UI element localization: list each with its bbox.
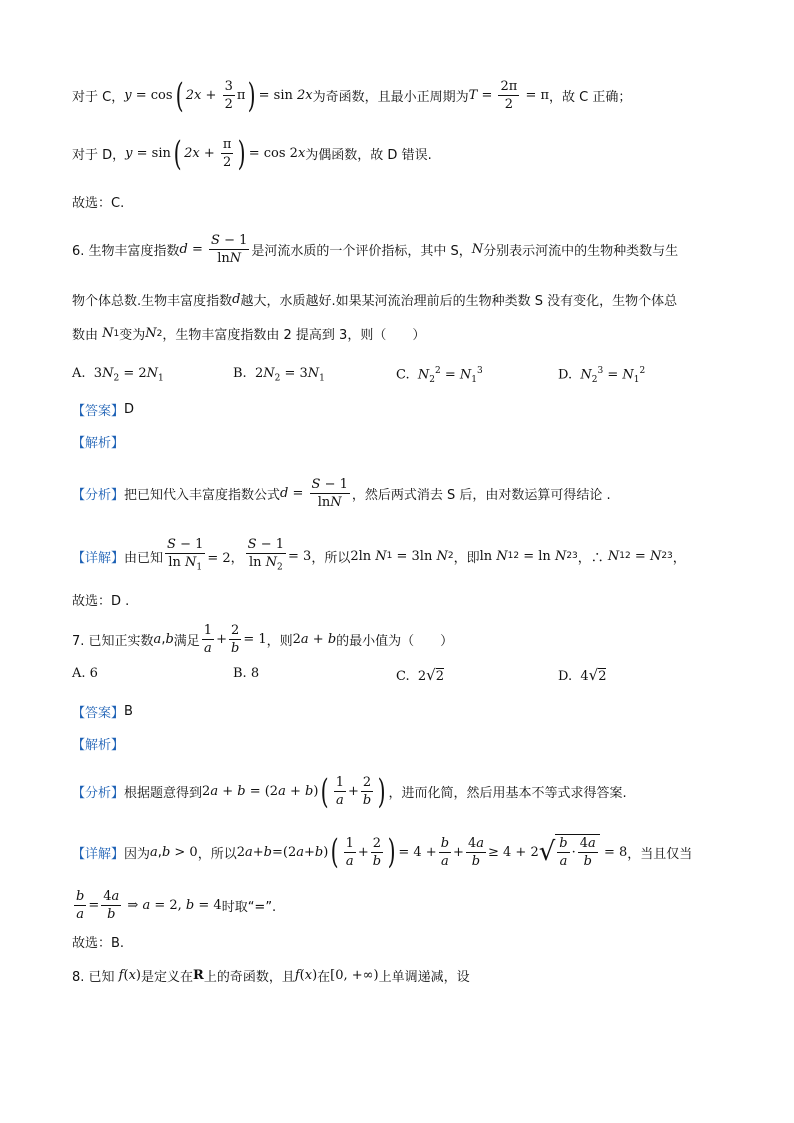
text: 6. 生物丰富度指数	[72, 244, 180, 259]
text: 故选：D .	[72, 594, 130, 609]
question-6-line1: 6. 生物丰富度指数 d = $\frac{S - 1}{\ln N}$ 是河流水质的一个评价指标，其中 S， N 分别表示河流中的生物种类数与生	[72, 233, 679, 266]
answer-7	[72, 702, 133, 721]
analysis-6-tag	[72, 432, 124, 451]
xiangjie-7: 【详解】 因为 a , b > 0 ，所以 2 a + b =(2 a + b ) ( $\frac{1}{a}$ + $\frac{2}{b}$ ) = 4 + $\frac{b}{a}$ + $\frac{4a}{b}$ ≥ 4 + 2 √ $\frac{b}{a}$ · $\frac{4a}{b}$ = 8 ，当且仅当	[72, 832, 693, 872]
text: 为偶函数，故 D 错误.	[305, 148, 432, 163]
text: 时取“=”.	[221, 900, 277, 915]
q7-option-c: C. 2√2	[396, 666, 445, 684]
text: 物个体总数.生物丰富度指数	[72, 294, 233, 309]
question-6-line2: 物个体总数.生物丰富度指数 d 越大，水质越好.如果某河流治理前后的生物种类数 S 没有变化，生物个体总	[72, 292, 678, 309]
text: 对于 C，	[72, 90, 125, 105]
text: 上单调递减，设	[378, 970, 470, 985]
text: B. 8	[233, 666, 260, 681]
fenxi-6: 【分析】 把已知代入丰富度指数公式 d = $\frac{S - 1}{\ln N}$ ，然后两式消去 S 后，由对数运算可得结论 .	[72, 477, 611, 510]
xiangjie-tag: 【详解】	[72, 550, 125, 566]
text: 的最小值为（ ）	[336, 634, 454, 649]
text: ，即	[453, 550, 480, 566]
text: ，生物丰富度指数由 2 提高到 3，则（ ）	[162, 328, 426, 343]
text: B.	[233, 366, 247, 381]
text: ，所以	[197, 846, 237, 862]
q6-option-b: B. $2N_2 = 3N_1$	[233, 366, 325, 384]
text: ，当且仅当	[627, 846, 693, 862]
text: ，则	[266, 634, 293, 649]
question-7: 7. 已知正实数 a , b 满足 $\frac{1}{a}$ + $\frac{2}{b}$ = 1 ，则 2 a + b 的最小值为（ ）	[72, 623, 454, 656]
answer-tag: 【答案】	[72, 706, 125, 721]
line-option-c-analysis: 对于 C， y = cos ( 2x + $\frac{3}{2}$ π ) = sin 2x 为奇函数，且最小正周期为 T = $\frac{2\pi}{2}$ = π ，故 C 正确；	[72, 75, 632, 116]
line-option-d-analysis: 对于 D， y = sin ( 2x + $\frac{\pi}{2}$ ) = cos 2 x 为偶函数，故 D 错误.	[72, 133, 432, 174]
q7-option-b	[233, 666, 259, 681]
answer-d-line	[72, 590, 129, 609]
text: ，	[672, 550, 686, 566]
xiangjie-6: 【详解】 由已知 $\frac{S - 1}{\ln N_1}$ = 2， $\frac{S - 1}{\ln N_2}$ = 3 ，所以 2ln N 1 = 3ln N 2 ，即 ln N 1 2 = ln N 2 3 ，∴ N 1 2 = N 2 3 ，	[72, 537, 686, 573]
text: C.	[396, 669, 410, 684]
text: 变为	[119, 328, 146, 343]
fenxi-tag: 【分析】	[72, 488, 125, 503]
analysis-tag: 【解析】	[72, 738, 125, 753]
text: 越大，水质越好.如果某河流治理前后的生物种类数 S 没有变化，生物个体总	[240, 294, 678, 309]
text: 分别表示河流中的生物种类数与生	[483, 244, 679, 259]
q6-option-d: D. $N_2^3 = N_1^2$	[558, 366, 646, 385]
text: ，进而化简，然后用基本不等式求得答案.	[388, 786, 627, 801]
text: ，故 C 正确；	[549, 90, 632, 105]
text: 是定义在	[141, 970, 194, 985]
text: D.	[558, 669, 573, 684]
text: A. 6	[72, 666, 98, 681]
q7-option-a	[72, 666, 98, 681]
fenxi-tag: 【分析】	[72, 786, 125, 801]
analysis-tag: 【解析】	[72, 436, 125, 451]
text: 数由	[72, 328, 99, 343]
answer-c-line	[72, 192, 124, 211]
question-8: 8. 已知 f ( x ) 是定义在 R 上的奇函数，且 f ( x ) 在 [0, +∞) 上单调递减，设	[72, 968, 470, 985]
text: ，所以	[311, 550, 351, 566]
text: 为奇函数，且最小正周期为	[312, 90, 469, 105]
text: 因为	[124, 846, 151, 862]
xiangjie-7-line2: $\frac{b}{a}$ = $\frac{4a}{b}$ ⇒ a = 2, b = 4 时取“=”.	[76, 889, 277, 922]
text: D.	[558, 367, 573, 383]
fenxi-7: 【分析】 根据题意得到 2 a + b = (2 a + b ) ( $\frac{1}{a}$ + $\frac{2}{b}$ ) ，进而化简，然后用基本不等式求得答案.	[72, 771, 627, 812]
text: 对于 D，	[72, 148, 126, 163]
text: 在	[317, 970, 331, 985]
text: 故选：B.	[72, 936, 125, 951]
answer-tag: 【答案】	[72, 404, 125, 419]
text: 8. 已知	[72, 970, 115, 985]
text: 7. 已知正实数	[72, 634, 154, 649]
xiangjie-tag: 【详解】	[72, 846, 125, 862]
text: 是河流水质的一个评价指标，其中 S，	[251, 244, 472, 259]
question-6-line3: 数由 N 1 变为 N 2 ，生物丰富度指数由 2 提高到 3，则（ ）	[72, 326, 426, 343]
answer-6	[72, 400, 134, 419]
answer-value: B	[124, 704, 133, 719]
q6-option-a: A. $3N_2 = 2N_1$	[72, 366, 164, 384]
text: C.	[396, 367, 410, 383]
analysis-7-tag	[72, 734, 124, 753]
text: A.	[72, 366, 86, 381]
text: 上的奇函数，且	[203, 970, 295, 985]
q6-option-c: C. $N_2^2 = N_1^3$	[396, 366, 483, 385]
text: 把已知代入丰富度指数公式	[124, 488, 281, 503]
text: 故选：C.	[72, 196, 125, 211]
q7-option-d: D. 4√2	[558, 666, 607, 684]
text: ，然后两式消去 S 后，由对数运算可得结论 .	[351, 488, 611, 503]
text: 由已知	[124, 550, 164, 566]
answer-b-line	[72, 932, 124, 951]
text: 满足	[173, 634, 200, 649]
text: 根据题意得到	[124, 786, 203, 801]
answer-value: D	[124, 402, 135, 417]
